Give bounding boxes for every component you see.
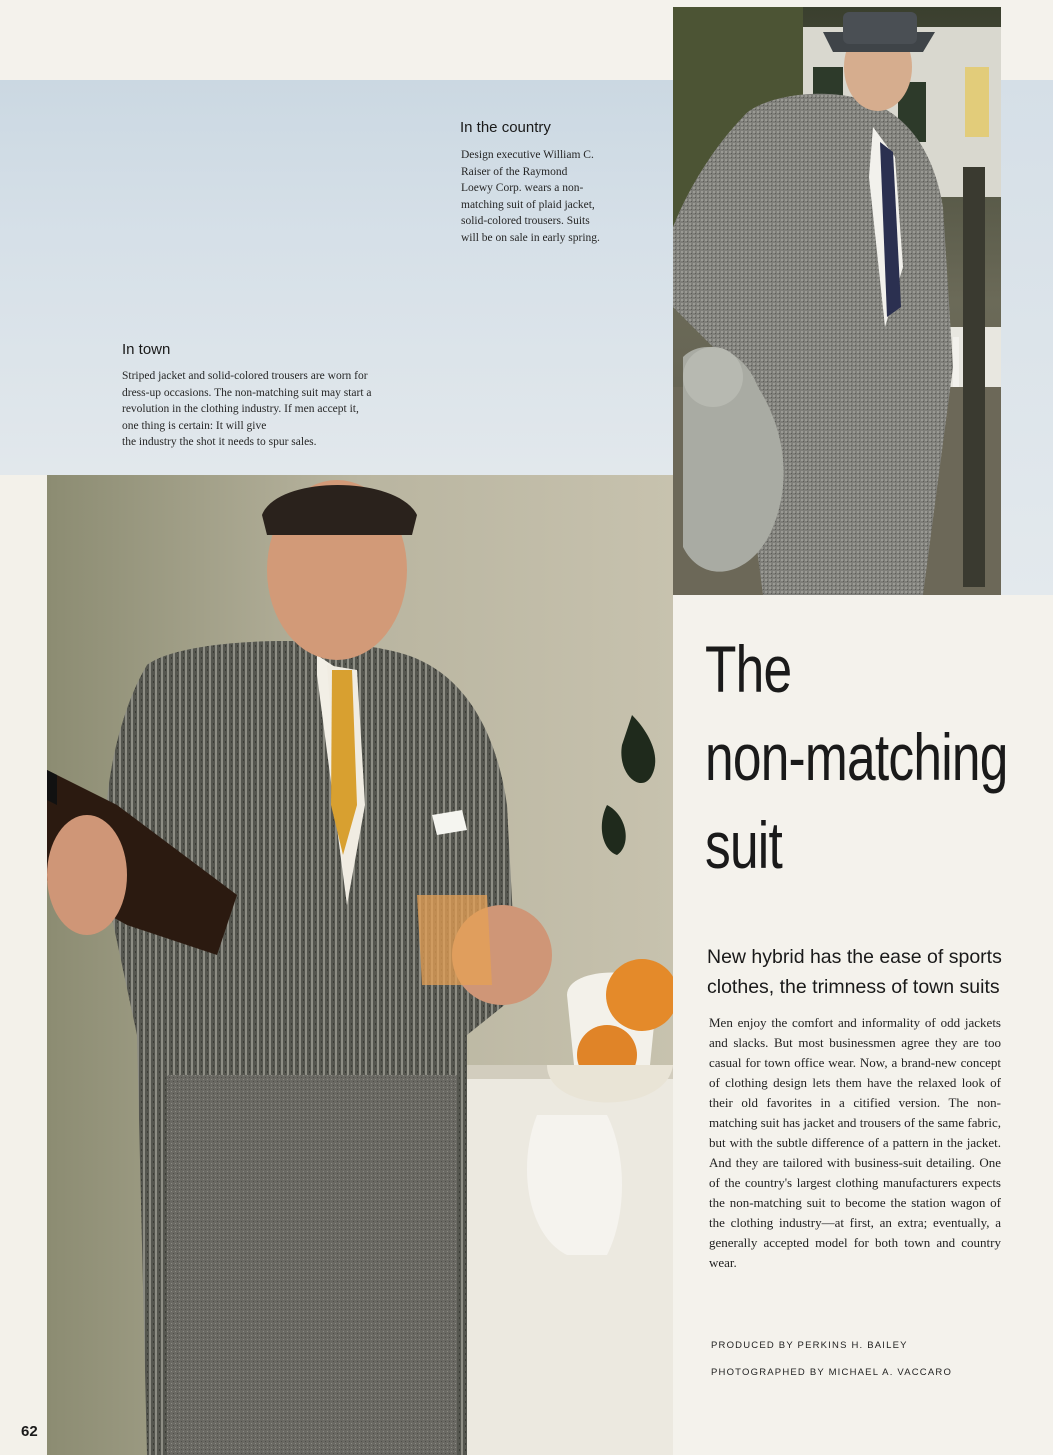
town-caption-text bbox=[122, 368, 462, 451]
caption-line: solid-colored trousers. Suits bbox=[461, 215, 590, 227]
subheadline-line: New hybrid has the ease of sports bbox=[707, 946, 1002, 968]
caption-line: Striped jacket and solid-colored trousers are worn for bbox=[122, 370, 368, 382]
caption-line: Loewy Corp. wears a non- bbox=[461, 182, 584, 194]
article-subheadline bbox=[707, 942, 1007, 1002]
headline-line: The bbox=[705, 632, 792, 706]
country-caption-heading: In the country bbox=[460, 119, 551, 136]
caption-line: will be on sale in early spring. bbox=[461, 231, 600, 244]
town-caption-heading: In town bbox=[122, 341, 171, 358]
caption-line: revolution in the clothing industry. If men accept it, bbox=[122, 403, 359, 415]
caption-line: dress-up occasions. The non-matching suit may start a bbox=[122, 386, 372, 399]
page-number: 62 bbox=[21, 1423, 38, 1440]
caption-line: matching suit of plaid jacket, bbox=[461, 198, 595, 211]
country-caption-text bbox=[461, 147, 661, 246]
headline-line: suit bbox=[705, 808, 783, 882]
article-headline bbox=[705, 625, 1008, 889]
caption-line: Raiser of the Raymond bbox=[461, 165, 568, 178]
town-photo bbox=[47, 475, 673, 1455]
photographer-credit: PHOTOGRAPHED BY MICHAEL A. VACCARO bbox=[711, 1367, 953, 1378]
headline-line: non-matching bbox=[705, 720, 1008, 794]
caption-line: Design executive William C. bbox=[461, 149, 594, 161]
producer-credit: PRODUCED BY PERKINS H. BAILEY bbox=[711, 1340, 908, 1351]
article-body: Men enjoy the comfort and informality of odd jackets and slacks. But most businessmen agree they are too casual for town office wear. Now, a brand-new concept of clothing design lets them have the relaxed look of their old favorites in a citified version. The non-matching suit has jacket and trousers of the same fabric, but with the subtle difference of a pattern in the jacket. And they are tailored with business-suit detailing. One of the country's largest clothing manufacturers expects the non-matching suit to become the station wagon of the clothing industry—at first, an extra; eventually, a generally accepted model for both town and country wear. bbox=[709, 1015, 1001, 1270]
country-photo bbox=[673, 7, 1001, 595]
caption-line: one thing is certain: It will give bbox=[122, 419, 267, 432]
caption-line: the industry the shot it needs to spur sales. bbox=[122, 436, 317, 448]
subheadline-line: clothes, the trimness of town suits bbox=[707, 976, 1000, 998]
